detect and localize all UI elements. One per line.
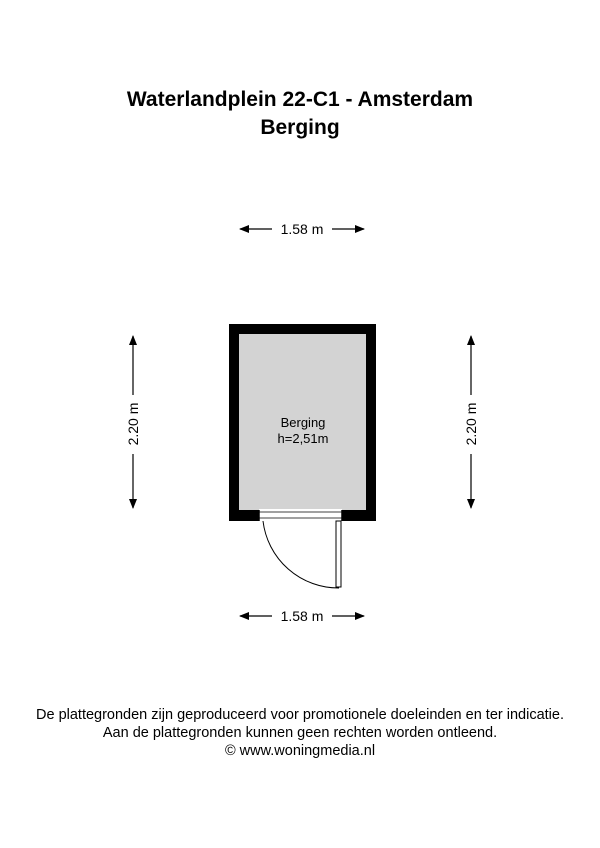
floor-title: Berging — [260, 116, 340, 139]
right-dimension-label: 2.20 m — [463, 402, 479, 446]
door-swing-arc — [263, 521, 339, 588]
top-dimension — [240, 221, 364, 237]
right-dimension — [463, 336, 479, 508]
left-dimension — [125, 336, 141, 508]
room-height-label: h=2,51m — [277, 431, 329, 446]
copyright-line: © www.woningmedia.nl — [224, 743, 376, 759]
door-leaf — [336, 521, 341, 587]
plan-title: Waterlandplein 22-C1 - Amsterdam — [126, 88, 474, 111]
room-name-label: Berging — [280, 415, 326, 430]
top-dimension-label: 1.58 m — [280, 221, 324, 237]
door-opening — [259, 509, 342, 522]
disclaimer-line-1: De plattegronden zijn geproduceerd voor promotionele doeleinden en ter indicatie. — [36, 707, 564, 723]
left-dimension-label: 2.20 m — [125, 402, 141, 446]
disclaimer-line-2: Aan de plattegronden kunnen geen rechten worden ontleend. — [102, 725, 498, 741]
bottom-dimension — [240, 608, 364, 624]
bottom-dimension-label: 1.58 m — [280, 608, 324, 624]
room-berging — [229, 324, 376, 588]
